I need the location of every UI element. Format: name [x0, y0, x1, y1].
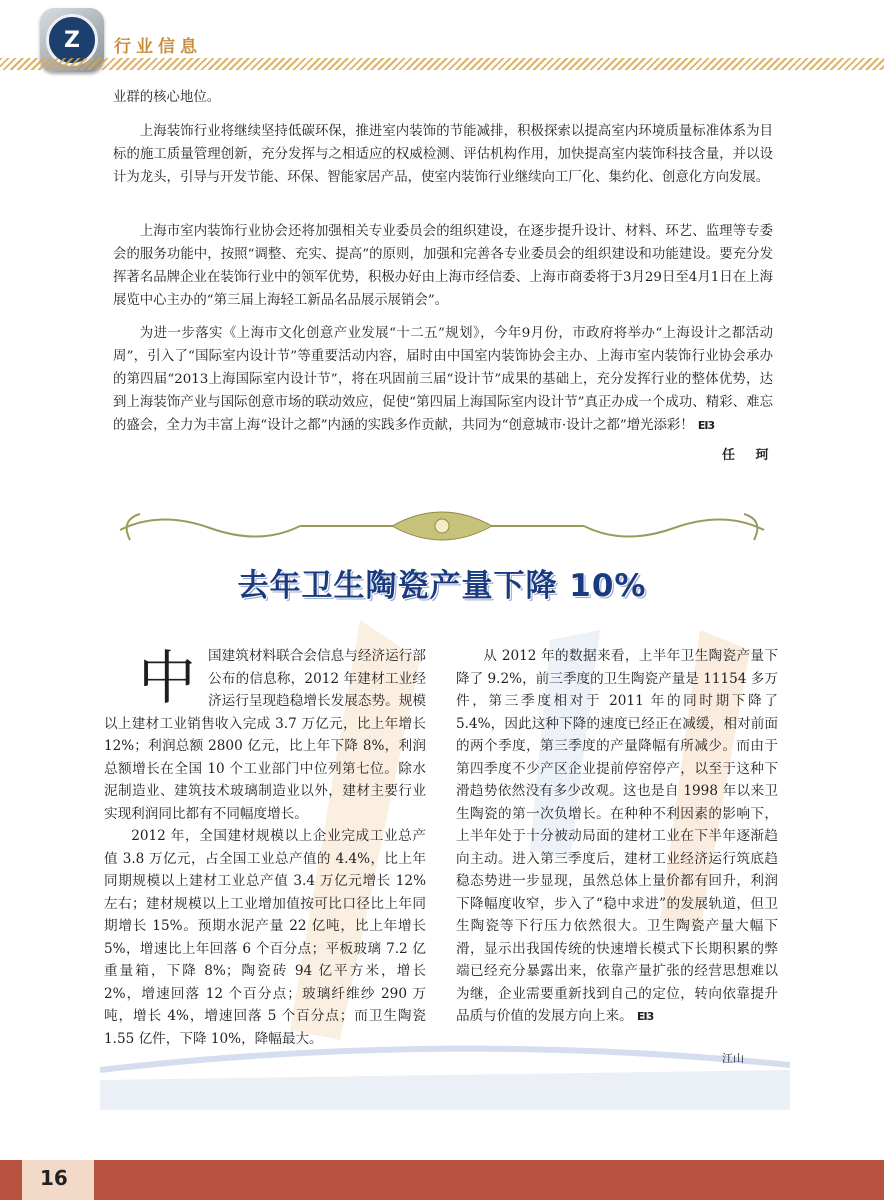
article1-paragraph [113, 322, 773, 437]
article1-author: 任 珂 [722, 448, 777, 463]
ornamental-divider [100, 500, 784, 550]
article2-paragraph: 国建筑材料联合会信息与经济运行部公布的信息称，2012 年建材工业经济运行呈现趋稳增长发展态势。规模以上建材工业销售收入完成 3.7 万亿元，比上年增长 12%；利润总额 2800 亿元，比上年下降 8%，利润总额增长在全国 10 个工业部门中位列第七位。除水泥制造业、建筑技术玻璃制造业以外，建材主要行业实现利润同比都有不同幅度增长。 [104, 648, 426, 822]
article1-paragraph: 上海装饰行业将继续坚持低碳环保，推进室内装饰的节能减排，积极探索以提高室内环境质量标准体系为目标的施工质量管理创新，充分发挥与之相适应的权威检测、评估机构作用，加快提高室内装饰科技含量，并以设计为龙头，引导与开发节能、环保、智能家居产品，使室内装饰行业继续向工厂化、集约化、创意化方向发展。 [113, 124, 773, 185]
section-title: 行业信息 [114, 37, 202, 57]
page-number: 16 [40, 1166, 68, 1190]
article2-paragraph: 2012 年，全国建材规模以上企业完成工业总产值 3.8 万亿元，占全国工业总产值的 4.4%，比上年同期规模以上建材工业总产值 3.4 万亿元增长 12% 左右；建材规模以上工业增加值按可比口径比上年同期增长 15%。预期水泥产量 22 亿吨，比上年增长 5%，增速比上年回落 6 个百分点；平板玻璃 7.2 亿重量箱，下降 8%；陶瓷砖 94 亿平方米，增长 2%，增速回落 12 个百分点；玻璃纤维纱 290 万吨，增长 4%，增速回落 5 个百分点；而卫生陶瓷 1.55 亿件，下降 10%，降幅最大。 [104, 828, 426, 1047]
logo-emblem-icon: Z [46, 14, 98, 66]
article2-headline: 去年卫生陶瓷产量下降 10% [237, 568, 647, 604]
article2-paragraph: 从 2012 年的数据来看，上半年卫生陶瓷产量下降了 9.2%，前三季度的卫生陶瓷产量是 11154 多万件，第三季度相对于 2011 年的同时期下降了 5.4%，因此这种下降的速度已经正在减缓，相对前面的两个季度，第三季度的产量降幅有所减少。而由于第四季度不少产区企业提前停窑停产，以至于这种下滑趋势依然没有多少改观。这也是自 1998 年以来卫生陶瓷的第一次负增长。在种种不利因素的影响下，上半年处于十分被动局面的建材工业在下半年逐渐趋向主动。进入第三季度后，建材工业经济运行筑底趋稳态势进一步显现，虽然总体上量价都有回升，利润下降幅度收窄，步入了“稳中求进”的发展轨道，但卫生陶瓷等下行压力依然很大。卫生陶瓷产量大幅下滑，显示出我国传统的快速增长模式下长期积累的弊端已经充分暴露出来，依靠产量扩张的经营思想难以为继，企业需要重新找到自己的定位，转向依靠提升品质与价值的发展方向上来。 [456, 648, 778, 1024]
article1-paragraph: 业群的核心地位。 [113, 90, 221, 105]
end-mark: EI3 [697, 419, 715, 432]
header-zigzag-divider [0, 58, 884, 70]
article2-right-column [456, 645, 778, 1029]
article1-paragraph: 上海市室内装饰行业协会还将加强相关专业委员会的组织建设，在逐步提升设计、材料、环艺、监理等专委会的服务功能中，按照“调整、充实、提高”的原则，加强和完善各专业委员会的组织建设和功能建设。要充分发挥著名品牌企业在装饰行业中的领军优势，积极办好由上海市经信委、上海市商委将于3月29日至4月1日在上海展览中心主办的“第三届上海轻工新品名品展示展销会”。 [113, 224, 773, 308]
article2-author: 江山 [722, 1052, 744, 1065]
article1-final-text: 为进一步落实《上海市文化创意产业发展“十二五”规划》，今年9月份，市政府将举办“上海设计之都活动周”，引入了“国际室内设计节”等重要活动内容，届时由中国室内装饰协会主办、上海市室内装饰行业协会承办的第四届“2013上海国际室内设计节”，将在巩固前三届“设计节”成果的基础上，充分发挥行业的整体优势，达到上海装饰产业与国际创意市场的联动效应，促使“第四届上海国际室内设计节”真正办成一个成功、精彩、难忘的盛会，全力为丰富上海“设计之都”内涵的实践多作贡献，共同为“创意城市·设计之都”增光添彩！ [113, 326, 773, 433]
end-mark: EI3 [637, 1010, 654, 1023]
page-header [0, 0, 884, 80]
article2-left-column [104, 645, 426, 1050]
drop-cap: 中 [138, 644, 197, 712]
page-footer-bar [0, 1160, 884, 1200]
